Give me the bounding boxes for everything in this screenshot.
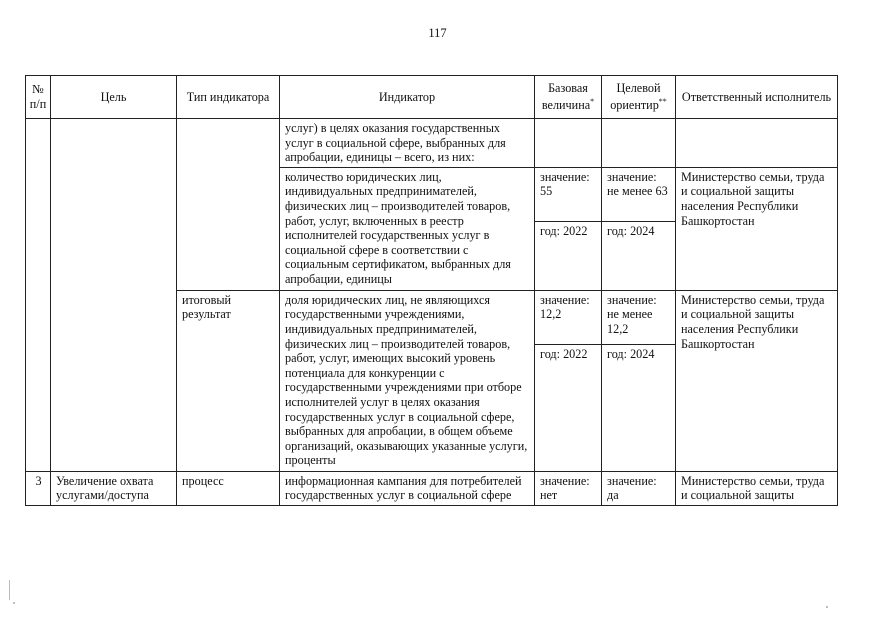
header-responsible: Ответственный исполнитель [676, 76, 838, 119]
header-indicator: Индикатор [280, 76, 535, 119]
header-row [26, 76, 838, 119]
header-num: № п/п [26, 76, 51, 119]
cell-indicator: информационная кампания для потребителей государственных услуг в социальной сфере [280, 471, 535, 505]
cell-indicator: количество юридических лиц, индивидуальных предпринимателей, физических лиц – производителей товаров, работ, услуг, включенных в реестр исполнителей государственных услуг в социальной сфере в соответствии с социальным сертификатом, выбранных для апробации, единицы [280, 167, 535, 290]
scan-margin-mark [9, 580, 10, 600]
table-row [26, 119, 838, 168]
cell-base-value: значение: 12,2 [535, 290, 602, 344]
header-goal: Цель [51, 76, 177, 119]
scan-dot [13, 602, 15, 604]
indicators-table [25, 75, 838, 506]
cell-target [602, 119, 676, 168]
cell-goal [51, 119, 177, 472]
cell-responsible: Министерство семьи, труда и социальной защиты [676, 471, 838, 505]
table-row [26, 471, 838, 505]
cell-responsible: Министерство семьи, труда и социальной защиты населения Республики Башкортостан [676, 290, 838, 471]
cell-target-year: год: 2024 [602, 221, 676, 290]
page-number: 117 [428, 26, 447, 40]
cell-responsible [676, 119, 838, 168]
cell-num: 3 [26, 471, 51, 505]
cell-base-year: год: 2022 [535, 221, 602, 290]
cell-target-year: год: 2024 [602, 344, 676, 471]
header-target [602, 76, 676, 119]
cell-base-value: значение: нет [535, 471, 602, 505]
cell-type: процесс [177, 471, 280, 505]
scan-dot [826, 606, 828, 608]
cell-type: итоговый результат [177, 290, 280, 471]
cell-base-year: год: 2022 [535, 344, 602, 471]
cell-target-value: значение: не менее 63 [602, 167, 676, 221]
header-target-mark: ** [658, 97, 667, 107]
cell-responsible: Министерство семьи, труда и социальной защиты населения Республики Башкортостан [676, 167, 838, 290]
header-type: Тип индикатора [177, 76, 280, 119]
header-base-label: Базовая величина [541, 80, 591, 113]
header-target-label: Целевой ориентир [610, 80, 661, 113]
header-base-mark: * [590, 97, 595, 107]
cell-num [26, 119, 51, 472]
cell-indicator: доля юридических лиц, не являющихся государственными учреждениями, индивидуальных предпринимателей, физических лиц – производителей товаров, работ, услуг, имеющих высокий уровень потенциала для конкуренции с государственными учреждениями при отборе исполнителей услуг в целях оказания государственных услуг в социальной сфере, выбранных для апробации, в общем объеме организаций, оказывающих указанные услуги, проценты [280, 290, 535, 471]
cell-indicator: услуг) в целях оказания государственных услуг в социальной сфере, выбранных для апробации, единицы – всего, из них: [280, 119, 535, 168]
cell-target-value: значение: не менее 12,2 [602, 290, 676, 344]
cell-base-value: значение: 55 [535, 167, 602, 221]
cell-goal: Увеличение охвата услугами/доступа [51, 471, 177, 505]
cell-base [535, 119, 602, 168]
header-base [535, 76, 602, 119]
cell-type [177, 119, 280, 291]
cell-target-value: значение: да [602, 471, 676, 505]
